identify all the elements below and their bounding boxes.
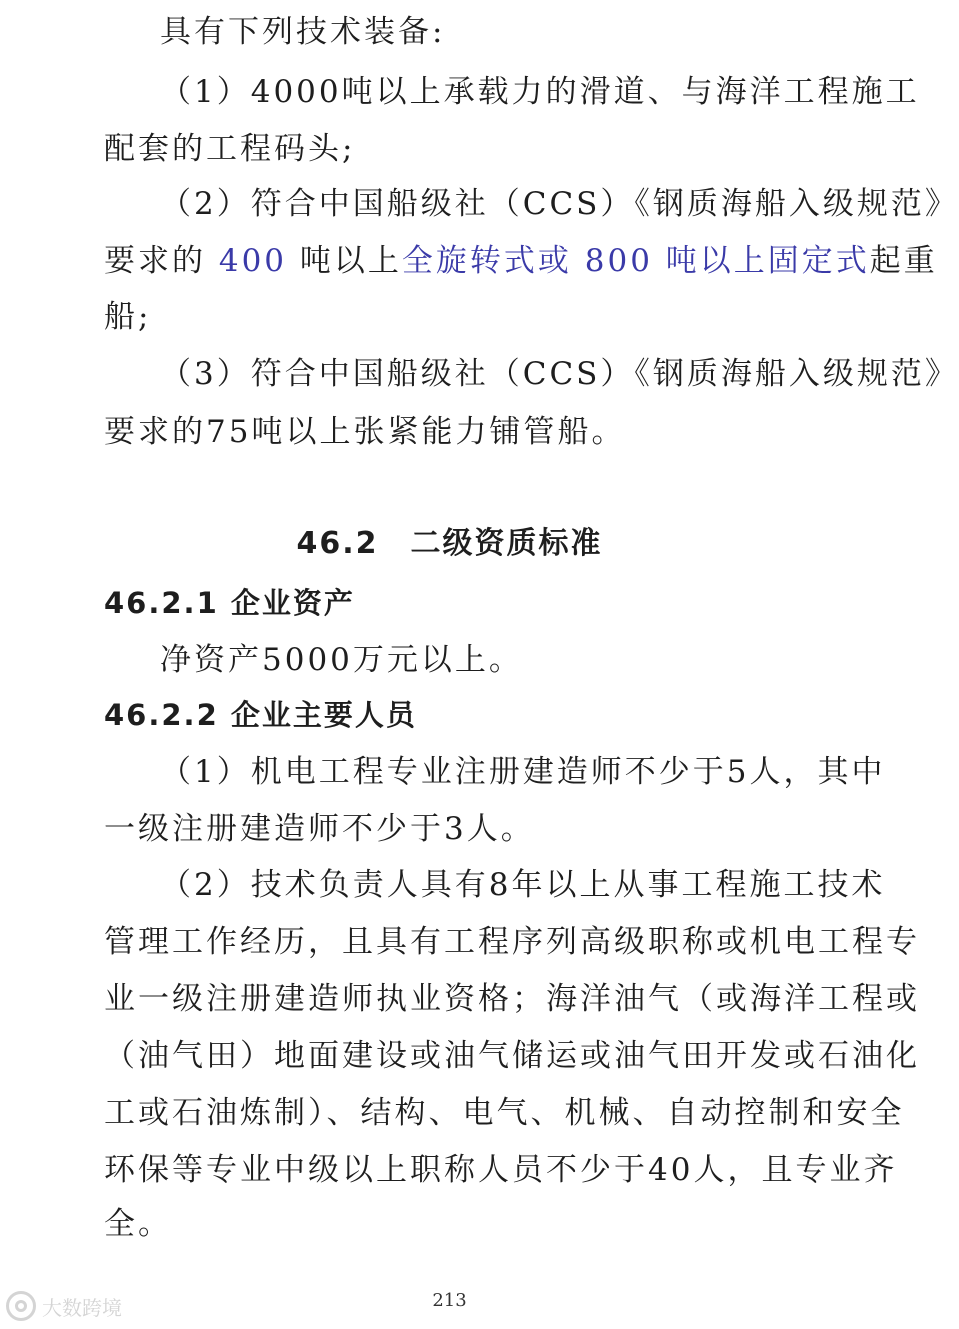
assets-text: 净资产5000万元以上。: [160, 642, 523, 678]
equipment-item-1-line-1: （1）4000吨以上承载力的滑道、与海洋工程施工: [160, 74, 920, 110]
equipment-item-2-line-2: [0, 241, 938, 281]
highlight-fixed: 吨以上固定式: [665, 243, 870, 279]
personnel-item-2-line-5: 工或石油炼制）、结构、电气、机械、自动控制和安全: [104, 1095, 905, 1131]
personnel-item-2-line-4: （油气田）地面建设或油气储运或油气田开发或石油化: [104, 1038, 920, 1074]
personnel-item-2-line-2: 管理工作经历，且具有工程序列高级职称或机电工程专: [104, 924, 920, 960]
personnel-item-2-line-1: （2）技术负责人具有8年以上从事工程施工技术: [160, 867, 886, 903]
text-segment: 要求的: [104, 243, 206, 279]
equipment-intro: 具有下列技术装备:: [160, 14, 446, 50]
subsection-heading-personnel: 46.2.2 企业主要人员: [104, 698, 417, 732]
equipment-item-3-line-1: （3）符合中国船级社（CCS）《钢质海船入级规范》: [160, 356, 959, 392]
page-number: 213: [432, 1290, 467, 1311]
personnel-item-2-line-6: 环保等专业中级以上职称人员不少于40人，且专业齐: [104, 1152, 898, 1188]
personnel-item-2-line-7: 全。: [104, 1206, 172, 1242]
highlight-800: 800: [584, 243, 653, 279]
watermark-logo-icon: [6, 1291, 36, 1321]
personnel-item-1-line-2: 一级注册建造师不少于3人。: [104, 811, 535, 847]
highlight-400: 400: [218, 243, 288, 279]
watermark: [6, 1291, 122, 1321]
equipment-item-3-line-2: 要求的75吨以上张紧能力铺管船。: [104, 414, 626, 450]
section-heading: 46.2 二级资质标准: [296, 526, 603, 561]
equipment-item-1-line-2: 配套的工程码头;: [104, 131, 356, 167]
equipment-item-2-line-3: 船;: [104, 299, 152, 335]
subsection-heading-assets: 46.2.1 企业资产: [104, 586, 355, 620]
personnel-item-2-line-3: 业一级注册建造师执业资格；海洋油气（或海洋工程或: [104, 981, 920, 1017]
equipment-item-2-line-1: （2）符合中国船级社（CCS）《钢质海船入级规范》: [160, 186, 959, 222]
personnel-item-1-line-1: （1）机电工程专业注册建造师不少于5人，其中: [160, 754, 886, 790]
text-segment: 吨以上: [299, 243, 402, 279]
text-segment: 起重: [869, 243, 938, 279]
watermark-text: 大数跨境: [42, 1295, 122, 1320]
highlight-rotating: 全旋转式或: [401, 243, 572, 279]
